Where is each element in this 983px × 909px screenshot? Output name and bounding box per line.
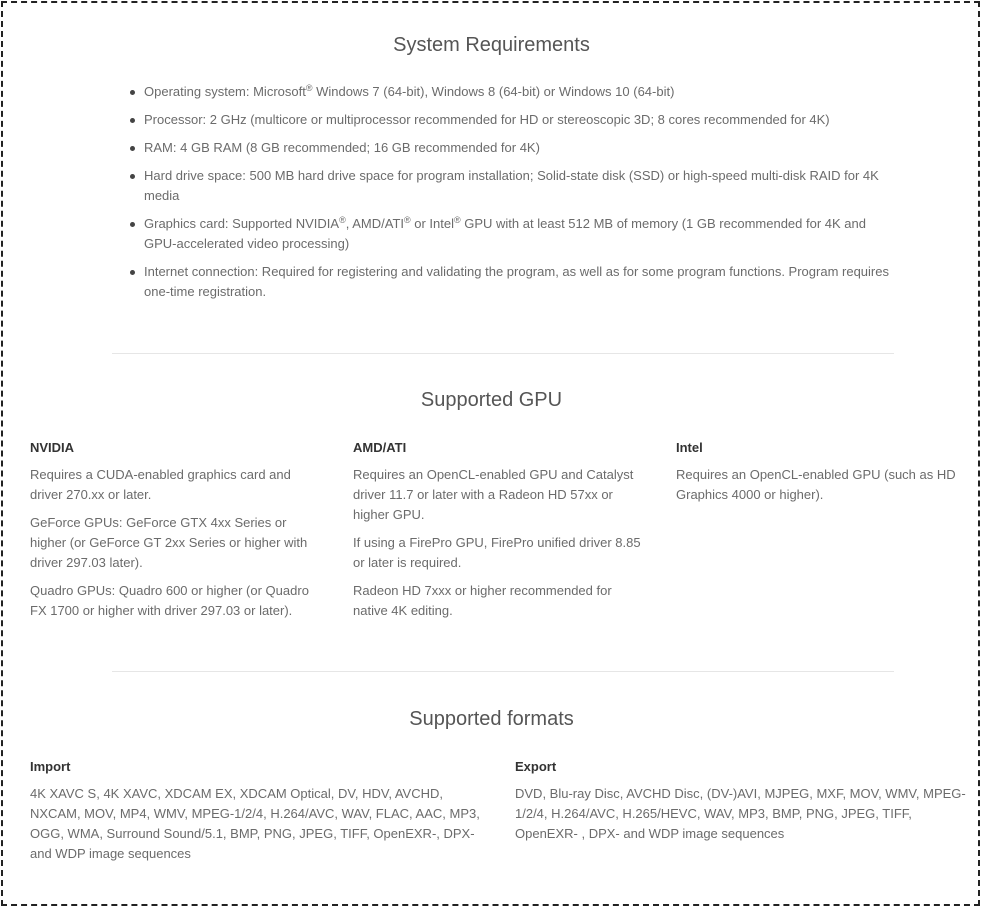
formats-column-export	[515, 758, 970, 852]
section-divider	[112, 671, 894, 672]
requirement-internet: Internet connection: Required for registering and validating the program, as well as for some program functions. Program requires one-time registration.	[128, 262, 898, 302]
intel-paragraph: Requires an OpenCL-enabled GPU (such as HD Graphics 4000 or higher).	[676, 467, 956, 502]
formats-column-import	[30, 758, 492, 872]
import-formats-text: 4K XAVC S, 4K XAVC, XDCAM EX, XDCAM Optical, DV, HDV, AVCHD, NXCAM, MOV, MP4, WMV, MPEG-1/2/4, H.264/AVC, WAV, FLAC, AAC, MP3, OGG, WMA, Surround Sound/5.1, BMP, PNG, JPEG, TIFF, OpenEXR-, DPX- and WDP image sequences	[30, 786, 480, 861]
nvidia-paragraph: Quadro GPUs: Quadro 600 or higher (or Quadro FX 1700 or higher with driver 297.03 or later).	[30, 583, 309, 618]
section-divider	[112, 353, 894, 354]
nvidia-heading: NVIDIA	[30, 440, 75, 455]
export-heading: Export	[515, 759, 557, 774]
requirement-processor: Processor: 2 GHz (multicore or multiprocessor recommended for HD or stereoscopic 3D; 8 cores recommended for 4K)	[128, 110, 898, 130]
amd-paragraph: Radeon HD 7xxx or higher recommended for native 4K editing.	[353, 583, 612, 618]
gpu-column-nvidia	[30, 439, 326, 629]
amd-paragraph: If using a FirePro GPU, FirePro unified driver 8.85 or later is required.	[353, 535, 641, 570]
supported-formats-title: Supported formats	[409, 708, 574, 730]
amd-heading: AMD/ATI	[353, 440, 407, 455]
amd-paragraph: Requires an OpenCL-enabled GPU and Catalyst driver 11.7 or later with a Radeon HD 57xx or higher GPU.	[353, 467, 634, 522]
gpu-column-intel	[676, 439, 966, 513]
supported-gpu-title: Supported GPU	[420, 389, 563, 411]
gpu-column-amd	[353, 439, 649, 629]
requirement-ram: RAM: 4 GB RAM (8 GB recommended; 16 GB recommended for 4K)	[128, 138, 898, 158]
intel-heading: Intel	[676, 440, 703, 455]
import-heading: Import	[30, 759, 71, 774]
export-formats-text: DVD, Blu-ray Disc, AVCHD Disc, (DV-)AVI, MJPEG, MXF, MOV, WMV, MPEG-1/2/4, H.264/AVC, H.265/HEVC, WAV, MP3, BMP, PNG, JPEG, TIFF, OpenEXR- , DPX- and WDP image sequences	[515, 786, 966, 841]
system-requirements-title: System Requirements	[393, 34, 590, 56]
requirement-os: Operating system: Microsoft® Windows 7 (64-bit), Windows 8 (64-bit) or Windows 10 (64-bit)	[128, 82, 898, 102]
requirements-list	[128, 82, 898, 310]
requirement-graphics: Graphics card: Supported NVIDIA®, AMD/ATI® or Intel® GPU with at least 512 MB of memory (1 GB recommended for 4K and GPU-accelerated video processing)	[128, 214, 898, 254]
requirement-hard-drive: Hard drive space: 500 MB hard drive space for program installation; Solid-state disk (SSD) or high-speed multi-disk RAID for 4K media	[128, 166, 898, 206]
nvidia-paragraph: GeForce GPUs: GeForce GTX 4xx Series or higher (or GeForce GT 2xx Series or higher with driver 297.03 later).	[30, 515, 308, 570]
nvidia-paragraph: Requires a CUDA-enabled graphics card and driver 270.xx or later.	[30, 467, 291, 502]
